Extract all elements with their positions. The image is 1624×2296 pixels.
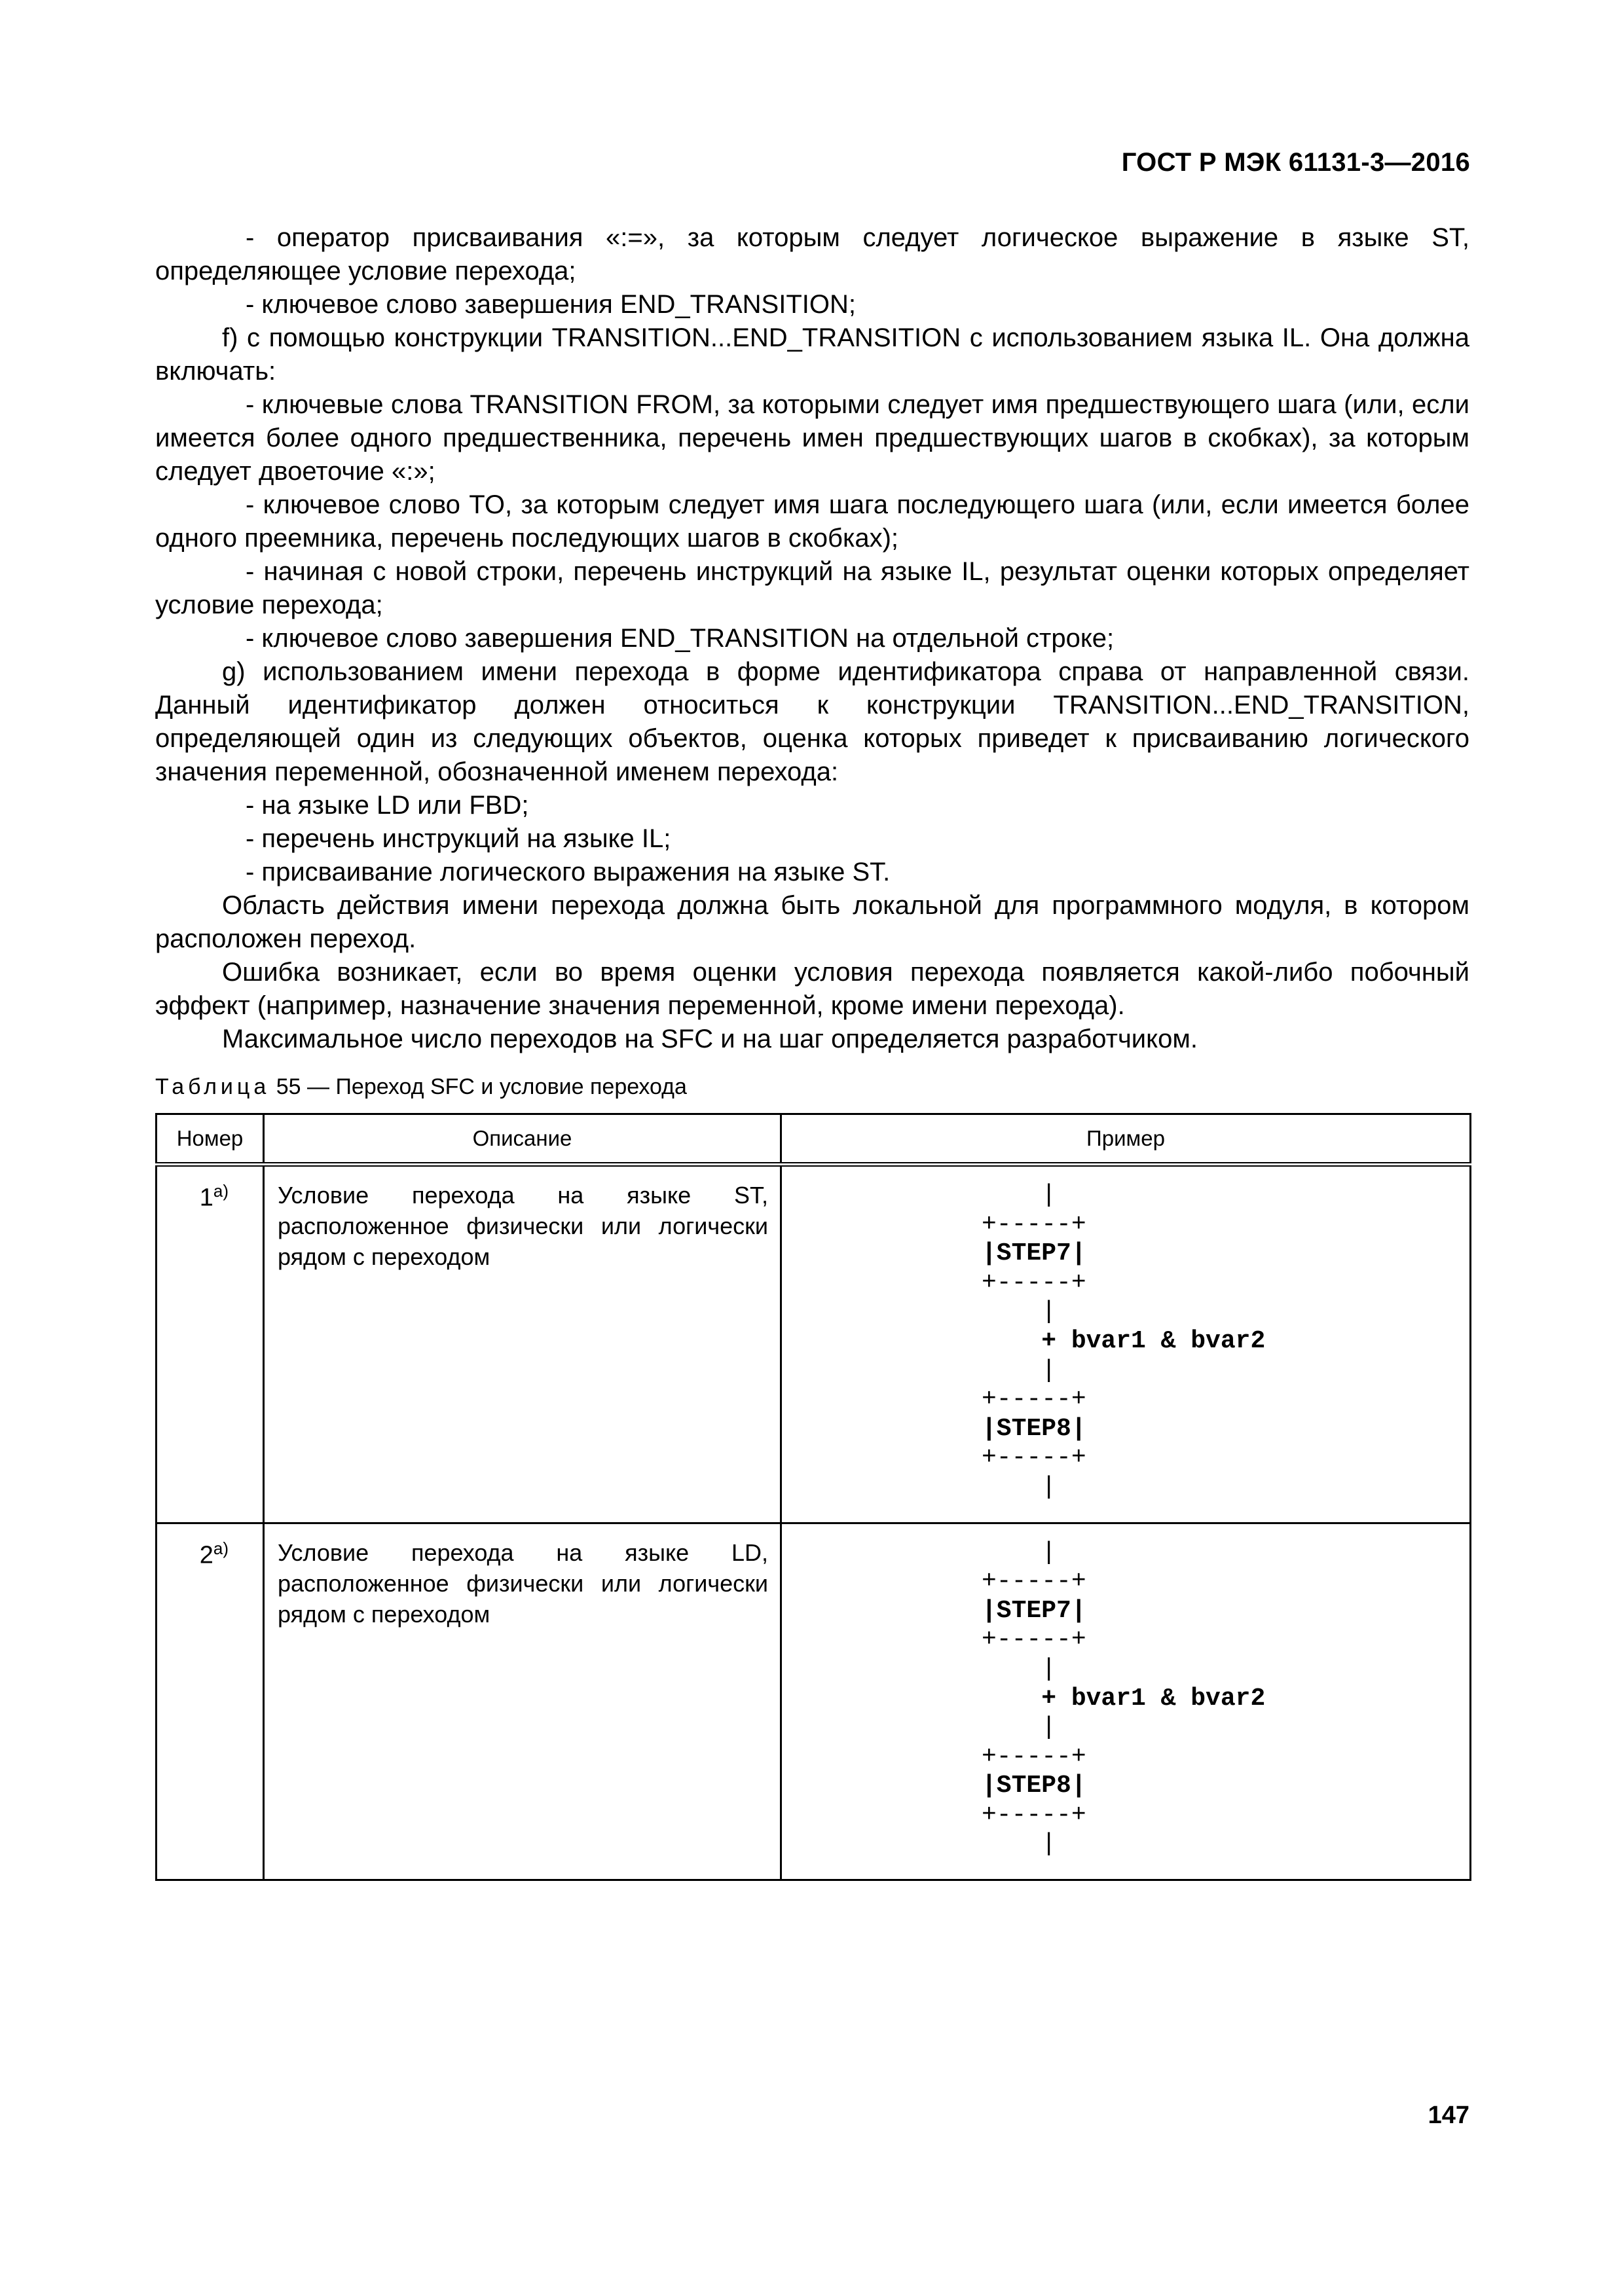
header-description: Описание — [264, 1114, 781, 1165]
paragraph: Максимальное число переходов на SFC и на шаг определяется разработчиком. — [222, 1025, 1198, 1053]
diagram-line: | — [982, 1181, 1057, 1209]
page-number: 147 — [1428, 2102, 1469, 2129]
step-box-line: |STEP7| — [982, 1239, 1086, 1268]
diagram-line: +-----+ — [982, 1385, 1086, 1414]
step-box-line: |STEP8| — [982, 1414, 1086, 1443]
paragraph: - ключевое слово завершения END_TRANSITION; — [246, 290, 856, 319]
paragraph: - ключевое слово TO, за которым следует имя шага последующего шага (или, если имеется более одного преемника, перечень последующих шагов в скобках); — [155, 490, 1469, 553]
diagram-line: | — [982, 1356, 1057, 1385]
header-example: Пример — [781, 1114, 1471, 1165]
paragraph: - оператор присваивания «:=», за которым следует логическое выражение в языке ST, определяющее условие перехода; — [155, 223, 1469, 285]
paragraph: - ключевое слово завершения END_TRANSITION на отдельной строке; — [246, 624, 1115, 653]
diagram-line: | — [982, 1713, 1057, 1742]
row-description: Условие перехода на языке LD, расположенное физически или логически рядом с переходом — [264, 1523, 781, 1880]
diagram-line: | — [982, 1654, 1057, 1683]
standard-code: ГОСТ Р МЭК 61131-3—2016 — [1121, 148, 1470, 177]
body-text — [155, 221, 1469, 1056]
footnote-mark: а) — [213, 1181, 229, 1201]
diagram-line: +-----+ — [982, 1268, 1086, 1297]
row-example — [781, 1165, 1471, 1523]
diagram-line: +-----+ — [982, 1444, 1086, 1472]
transition-table — [155, 1113, 1471, 1881]
row-number: $2^{а)}$ — [157, 1523, 264, 1880]
sfc-diagram — [782, 1524, 1469, 1880]
table-caption-title: 55 — Переход SFC и условие перехода — [270, 1074, 687, 1099]
paragraph: g) использованием имени перехода в форме идентификатора справа от направленной связи. Данный идентификатор должен относиться к конструкции TRANSITION...END_TRANSITION, определяющей один из следующих объектов, оценка которых приведет к присваиванию логического значения переменной, обозначенной именем перехода: — [155, 657, 1469, 786]
table-header-row — [157, 1114, 1471, 1165]
row-number: $1^{а)}$ — [157, 1165, 264, 1523]
table-row — [157, 1523, 1471, 1880]
paragraph: Область действия имени перехода должна быть локальной для программного модуля, в котором расположен переход. — [155, 891, 1469, 953]
diagram-line: | — [982, 1298, 1057, 1326]
step-box-line: |STEP8| — [982, 1772, 1086, 1800]
diagram-line: +-----+ — [982, 1626, 1086, 1654]
transition-condition: + bvar1 & bvar2 — [982, 1326, 1266, 1355]
paragraph: - перечень инструкций на языке IL; — [246, 824, 671, 853]
paragraph: Ошибка возникает, если во время оценки условия перехода появляется какой-либо побочный эффект (например, назначение значения переменной, кроме имени перехода). — [155, 958, 1469, 1020]
step-box-line: |STEP7| — [982, 1596, 1086, 1625]
row-example — [781, 1523, 1471, 1880]
paragraph: - начиная с новой строки, перечень инструкций на языке IL, результат оценки которых определяет условие перехода; — [155, 557, 1469, 619]
table-caption — [155, 1074, 687, 1100]
diagram-line: +-----+ — [982, 1567, 1086, 1596]
diagram-line: | — [982, 1830, 1057, 1859]
paragraph: - присваивание логического выражения на языке ST. — [246, 858, 891, 886]
diagram-line: +-----+ — [982, 1742, 1086, 1771]
header-number: Номер — [157, 1114, 264, 1165]
table-caption-label: Таблица — [155, 1074, 270, 1099]
paragraph: f) с помощью конструкции TRANSITION...END_TRANSITION с использованием языка IL. Она должна включать: — [155, 323, 1469, 386]
table-row — [157, 1165, 1471, 1523]
diagram-line: | — [982, 1472, 1057, 1501]
footnote-mark: а) — [213, 1538, 229, 1558]
diagram-line: | — [982, 1538, 1057, 1567]
row-description: Условие перехода на языке ST, расположенное физически или логически рядом с переходом — [264, 1165, 781, 1523]
diagram-line: +-----+ — [982, 1210, 1086, 1239]
diagram-line: +-----+ — [982, 1800, 1086, 1829]
paragraph: - на языке LD или FBD; — [246, 791, 529, 820]
sfc-diagram — [782, 1167, 1469, 1522]
transition-condition: + bvar1 & bvar2 — [982, 1684, 1266, 1713]
paragraph: - ключевые слова TRANSITION FROM, за которыми следует имя предшествующего шага (или, если имеется более одного предшественника, перечень имен предшествующих шагов в скобках), за которым следует двоеточие «:»; — [155, 390, 1469, 486]
